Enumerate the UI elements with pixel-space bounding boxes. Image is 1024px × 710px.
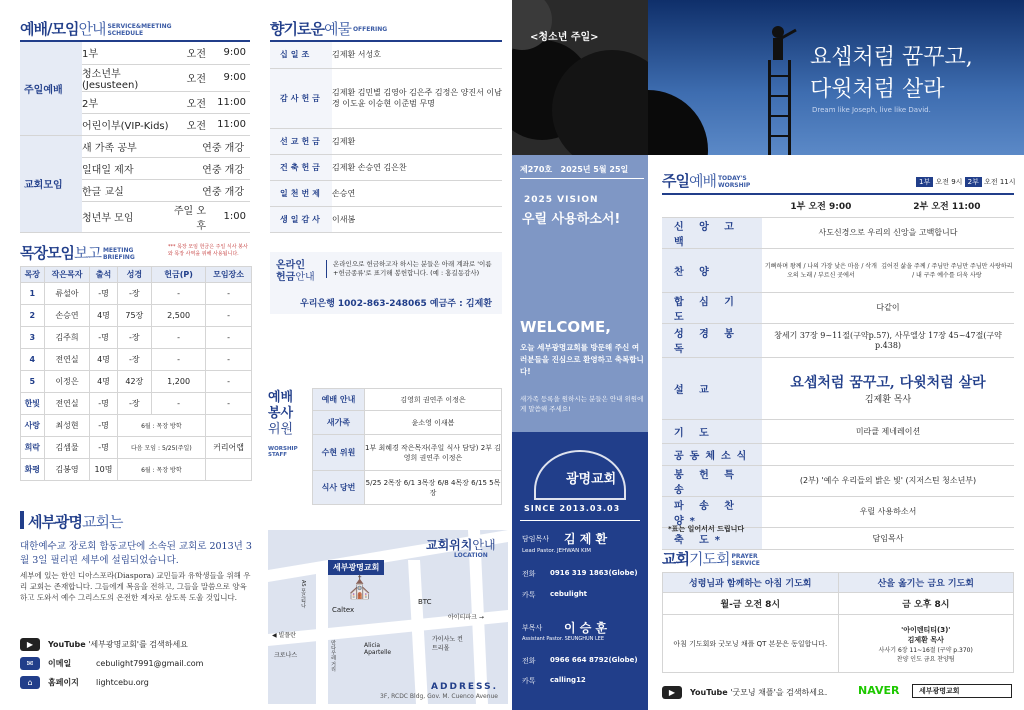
worship-row: 기 도 미라클 제네레이션 (662, 419, 1014, 443)
pastor-name: 김 제 환 (564, 532, 608, 546)
vision-text: 우릴 사용하소서! (522, 212, 621, 227)
church-icon: ⛪ (346, 576, 374, 601)
schedule-item: 일대일 제자 (82, 157, 170, 179)
worship-times: 1부 오전 9시 2부 오전 11시 (916, 177, 1016, 187)
schedule-item: 청소년부(Jesusteen) (82, 64, 170, 91)
sunday-label: 주일예배 (20, 42, 82, 135)
hero-image-left (512, 0, 648, 155)
panel-offering: 향기로운예물 OFFERING 십일조 김제환 서성호 감사헌금 김제환 김민별 김영아 김은주 김정은 양진서 이남경 이도윤 이승현 이준범 무명 선교헌금 김제환 건축헌금 김제환 손승연 김은찬 일천번제 손승연 생일감사 이새봄 온라인 헌금안내 온라인으로 헌금하고자 하시는 분들은 아래 계좌로 '이름+헌금종류'로 표기해 봉헌합니다. (예 : 홍길동감사) 우리은행 1002-863-248065 예금주 : 김제환 예배 봉사 위원 WORSHIP STAFF 예배 안내 김영희 권연주 이정은 새가족 윤소영 이새봄 수현 위원 1부 최혜경 작은목자(주일 식사 담당) 2부 김영희 권연주 이정은 식사 당번 5/25 2목장 6/1 3목장 6/8 4목장 6/15 5목장 교회위치안내 LOCATION 세부광명교회 ⛪ Caltex BTC 아이티파크 → ◀ 빌플란 크로나스 Alicia Apartelle 가이사노 컨트리몰 AS 포르티나 만다우레 거리 ADDRESS. 3F, RCDC Bldg, Gov. M. Cuenco Avenue (256, 0, 512, 710)
table-row: 4 전연실 4명 -장 - - (21, 349, 252, 371)
table-row: 화평 김봉영 10명 6월 : 목장 방학 (21, 459, 252, 481)
map-road (316, 570, 328, 704)
schedule-item: 어린이부(VIP-Kids) (82, 113, 170, 135)
schedule-item: 2부 (82, 91, 170, 113)
home-link[interactable]: lightcebu.org (96, 678, 149, 687)
table-row: 2 손승연 4명 75장 2,500 - (21, 305, 252, 327)
youth-sunday-tag: <청소년 주일> (530, 32, 599, 43)
panel-schedule (0, 0, 256, 710)
hero-banner: 요셉처럼 꿈꾸고, 다윗처럼 살라 Dream like Joseph, live like David. (648, 0, 1024, 155)
about-home: ⌂ 홈페이지 lightcebu.org (20, 676, 149, 689)
worship-order-table: 1부 오전 9:00 2부 오전 11:00 신 앙 고 백 사도신경으로 우리의 신앙을 고백합니다 찬 양 기뻐하며 왕께 / 나의 가장 낮은 마음 / 삭개오의 노래 / 부르신 곳에서 깊어진 삶을 주께 / 주님만 주님만 주님만 사랑하리 / 내 구주 예수를 더욱 사랑 합 심 기 도 다같이 성 경 봉 독 창세기 37장 9~11절(구약p.57), 사무엘상 17장 45~47절(구약p.438) 설 교 요셉처럼 꿈꾸고, 다윗처럼 살라 김제환 목사 기 도 미라클 제네레이션 공동체소식 봉 헌 특 송 (2부) '예수 우리들의 밝은 빛' (지저스틴 청소년부) 파 송 찬 양* 우릴 사용하소서 축 도* 담임목사 (662, 195, 1014, 550)
worship-row: 설 교 요셉처럼 꿈꾸고, 다윗처럼 살라 김제환 목사 (662, 357, 1014, 419)
pastoral-table: 목장 작은목자 출석 성경 헌금(P) 모임장소 1 류설아 -명 -장 - - 2 손승연 4명 75장 2,500 - 3 김주희 -명 -장 - - 4 전연실 4명 -장 - - 5 이정은 4명 42장 1,200 - 한빛 전연실 -명 -장 - - 사랑 최성현 -명 6월 : 목장 방학 희락 김셈물 -명 다음 모임 : 5/25(주일) 커리어랩 화평 김봉영 10명 6월 : 목장 방학 (20, 266, 252, 481)
schedule-item: 새 가족 공부 (82, 135, 170, 157)
worship-row: 축 도* 담임목사 (662, 527, 1014, 549)
location-map: 교회위치안내 LOCATION 세부광명교회 ⛪ Caltex BTC 아이티파크 → ◀ 빌플란 크로나스 Alicia Apartelle 가이사노 컨트리몰 AS 포르티나 만다우레 거리 ADDRESS. 3F, RCDC Bldg, Gov. M. Cuenco Avenue (268, 530, 508, 704)
staff-title: 예배 봉사 위원 (268, 390, 294, 437)
naver-search-box[interactable]: 세부광명교회 (912, 684, 1012, 698)
youtube-icon: ▶ (20, 638, 40, 651)
bank-account: 우리은행 1002-863-248065 예금주 : 김제환 (300, 299, 492, 309)
schedule-item: 1부 (82, 42, 170, 64)
panel-worship (648, 0, 1024, 710)
table-row: 사랑 최성현 -명 6월 : 목장 방학 (21, 415, 252, 437)
about-email: ✉ 이메일 cebulight7991@gmail.com (20, 657, 203, 670)
about-youtube: ▶ YouTube '세부광명교회'를 검색하세요 (20, 638, 188, 651)
naver-logo: NAVER (858, 684, 900, 697)
schedule-table: 주일예배 1부 오전 9:00 청소년부(Jesusteen) 오전 9:00 2부 오전 11:00 어린이부(VIP-Kids) 오전 11:00 교회모임 새 가족 공부 연중 개강 일대일 제자 연중 개강 한글 교실 연중 개강 청년부 모임 주일 오후 1:00 (20, 42, 250, 233)
table-row: 3 김주희 -명 -장 - - (21, 327, 252, 349)
about-title: 세부광명교회는 (28, 513, 123, 531)
tree-silhouette (512, 0, 648, 155)
worship-row: 봉 헌 특 송 (2부) '예수 우리들의 밝은 빛' (지저스틴 청소년부) (662, 465, 1014, 496)
worship-row: 찬 양 기뻐하며 왕께 / 나의 가장 낮은 마음 / 삭개오의 노래 / 부르신 곳에서 깊어진 삶을 주께 / 주님만 주님만 주님만 사랑하리 / 내 구주 예수를 더욱 사랑 (662, 248, 1014, 292)
pastoral-note: *** 목장 모임 헌금은 주일 식사 봉사와 목장 사역을 위해 사용됩니다. (168, 244, 248, 257)
schedule-item: 한글 교실 (82, 179, 170, 201)
worship-row: 합 심 기 도 다같이 (662, 292, 1014, 323)
worship-row: 성 경 봉 독 창세기 37장 9~11절(구약p.57), 사무엘상 17장 45~47절(구약p.438) (662, 323, 1014, 357)
church-marker: 세부광명교회 (328, 560, 384, 575)
hero-line-2: 다윗처럼 살라 (810, 77, 945, 102)
pastoral-title: 목장모임보고 MEETING BRIEFING (20, 244, 135, 262)
email-link[interactable]: cebulight7991@gmail.com (96, 659, 204, 668)
worship-row: 공동체소식 (662, 443, 1014, 465)
welcome-title: WELCOME, (520, 318, 611, 336)
offering-table: 십일조 김제환 서성호 감사헌금 김제환 김민별 김영아 김은주 김정은 양진서 이남경 이도윤 이승현 이준범 무명 선교헌금 김제환 건축헌금 김제환 손승연 김은찬 일천번제 손승연 생일감사 이새봄 (270, 42, 502, 233)
home-icon: ⌂ (20, 676, 40, 689)
assoc-pastor-name: 이 승 훈 (564, 621, 608, 635)
schedule-item: 청년부 모임 (82, 201, 170, 232)
sermon-title: 요셉처럼 꿈꾸고, 다윗처럼 살라 (790, 374, 986, 391)
prayer-title: 교회기도회 PRAYER SERVICE (662, 550, 760, 568)
hero-line-1: 요셉처럼 꿈꾸고, (810, 45, 973, 70)
worship-row: 파 송 찬 양* 우릴 사용하소서 (662, 496, 1014, 527)
address: 3F, RCDC Bldg, Gov. M. Cuenco Avenue (380, 693, 498, 700)
map-road (408, 560, 428, 704)
worship-title: 주일예배 TODAY'S WORSHIP (662, 172, 751, 190)
church-label: 교회모임 (20, 135, 82, 232)
about-text-2: 세부에 있는 한인 디아스포라(Diaspora) 교민들과 유학생들을 위해 우리 교회는 존재합니다. 그들에게 복음을 전하고, 그들을 말씀으로 양육하고 도와서 예수 그리스도의 온전한 제자로 삼도록 도울 것입니다. (20, 571, 251, 602)
footer-youtube: ▶ YouTube '굿모닝 채플'을 검색하세요. (662, 686, 827, 699)
table-row: 한빛 전연실 -명 -장 - - (21, 393, 252, 415)
prayer-table: 성령님과 함께하는 아침 기도회 산을 옮기는 금요 기도회 월-금 오전 8시 금 오후 8시 아침 기도회와 굿모닝 채플 QT 본문은 동일합니다. '아이덴티티(3)' 김제환 목사 사사기 6장 11~16절 (구약 p.370) 찬양 인도 금요 찬양팀 (662, 572, 1014, 673)
staff-table: 예배 안내 김영희 권연주 이정은 새가족 윤소영 이새봄 수현 위원 1부 최혜경 작은목자(주일 식사 담당) 2부 김영희 권연주 이정은 식사 당번 5/25 2목장 6/1 3목장 6/8 4목장 6/15 5목장 (312, 388, 502, 505)
table-row: 희락 김셈물 -명 다음 모임 : 5/25(주일) 커리어랩 (21, 437, 252, 459)
offering-title: 향기로운예물 OFFERING (270, 20, 388, 38)
online-offering-box: 온라인 헌금안내 온라인으로 헌금하고자 하시는 분들은 아래 계좌로 '이름+헌금종류'로 표기해 봉헌합니다. (예 : 홍길동감사) 우리은행 1002-863-248065 예금주 : 김제환 (270, 252, 502, 314)
worship-row: 신 앙 고 백 사도신경으로 우리의 신앙을 고백합니다 (662, 217, 1014, 248)
about-text-1: 대한예수교 장로회 합동교단에 소속된 교회로 2013년 3월 3일 필리핀 세부에 설립되었습니다. (20, 541, 252, 566)
mail-icon: ✉ (20, 657, 40, 670)
pastor-box: 광명교회 SINCE 2013.03.03 담임목사 김 제 환 Lead Pastor. JEHWAN KIM 전화 0916 319 1863(Globe) 카톡 cebulight 부목사 이 승 훈 Assistant Pastor. SEUNGHUN LEE 전화 0966 664 8792(Globe) 카톡 calling12 (512, 432, 648, 710)
issue-line: 제270호 2025년 5월 25일 (520, 165, 629, 174)
youtube-icon: ▶ (662, 686, 682, 699)
schedule-title: 예배/모임안내 SERVICE&MEETING SCHEDULE (20, 20, 172, 38)
table-row: 1 류설아 -명 -장 - - (21, 283, 252, 305)
table-row: 5 이정은 4명 42장 1,200 - (21, 371, 252, 393)
panel-middle: <청소년 주일> 제270호 2025년 5월 25일 2025 VISION 우릴 사용하소서! WELCOME, 오늘 세부광명교회를 방문해 주신 여러분들을 진심으로 환영하고 축복합니다! 새가족 등록을 원하시는 분들은 안내 위원에게 말씀해 주세요! 광명교회 SINCE 2013.03.03 담임목사 김 제 환 Lead Pastor. JEHWAN KIM 전화 0916 319 1863(Globe) 카톡 cebulight 부목사 이 승 훈 Assistant Pastor. SEUNGHUN LEE 전화 0966 664 8792(Globe) 카톡 calling12 (512, 0, 648, 710)
standing-note: *표는 일어서서 드립니다 (668, 525, 745, 533)
